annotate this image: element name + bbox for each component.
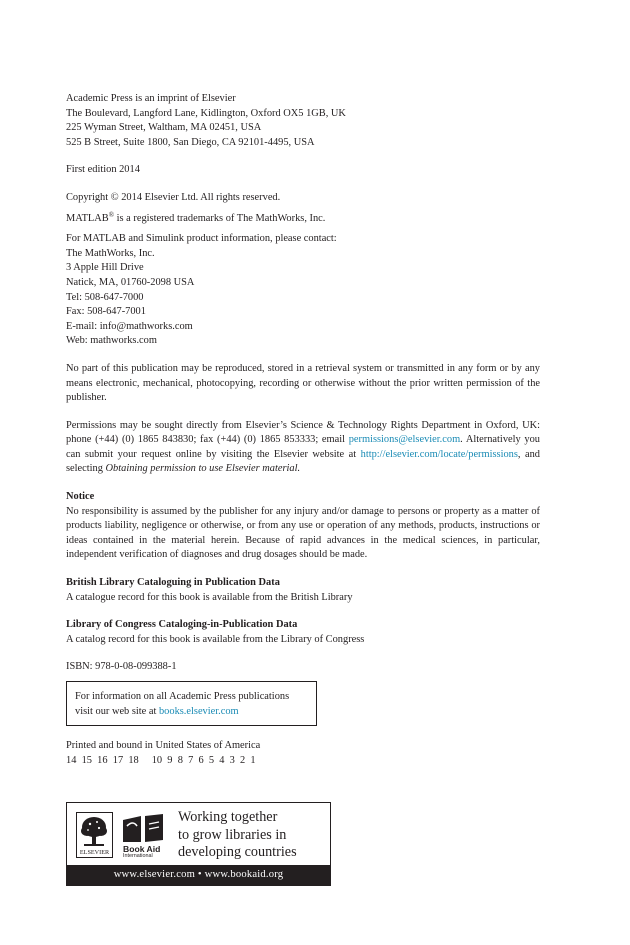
printed-line: Printed and bound in United States of America	[66, 740, 261, 752]
info-box-text: visit our web site at	[75, 705, 159, 717]
address-line: The Boulevard, Langford Lane, Kidlington, Oxford OX5 1GB, UK	[66, 107, 346, 119]
print-run-numbers: 14 15 16 17 18 10 9 8 7 6 5 4 3 2 1	[66, 754, 256, 766]
publications-info-box	[66, 681, 317, 726]
permissions-text: Permissions may be sought directly from Elsevier’s Science & Technology Rights Department in Oxford, UK: phone (+44) (0) 1865 843830; fax (+44) (0) 1865 853333; email	[66, 419, 540, 446]
elsevier-logo-text: ELSEVIER	[79, 849, 110, 856]
permissions-paragraph	[66, 419, 540, 477]
isbn-line: ISBN: 978-0-08-099388-1	[66, 661, 177, 673]
tagline-line: Working together	[178, 809, 278, 825]
banner-footer[interactable]: www.elsevier.com • www.bookaid.org	[67, 865, 330, 885]
permissions-url-link[interactable]: http://elsevier.com/locate/permissions	[360, 448, 518, 460]
elsevier-tree-icon	[77, 814, 112, 850]
contact-intro: For MATLAB and Simulink product information, please contact:	[66, 233, 337, 245]
notice-body: No responsibility is assumed by the publisher for any injury and/or damage to persons or property as a matter of products liability, negligence or otherwise, or from any use or operation of any methods, products, instructions or ideas contained in the material herein. Because of rapid advances in the medical sciences, in particular, independent verification of diagnoses and drug dosages should be made.	[66, 505, 540, 561]
trademark-line	[66, 212, 540, 227]
registered-mark: ®	[108, 210, 115, 219]
banner-top	[67, 803, 330, 867]
trademark-name: MATLAB	[66, 212, 109, 224]
book-aid-banner	[66, 802, 331, 886]
permissions-italic: Obtaining permission to use Elsevier material.	[105, 463, 301, 475]
tagline-line: developing countries	[178, 844, 297, 861]
contact-line: Fax: 508-647-7001	[66, 306, 146, 318]
loc-text: A catalog record for this book is available from the Library of Congress	[66, 633, 365, 645]
contact-line: The MathWorks, Inc.	[66, 247, 155, 259]
info-box-line: For information on all Academic Press publications	[75, 691, 290, 702]
british-library-text: A catalogue record for this book is available from the British Library	[66, 591, 353, 603]
notice-heading: Notice	[66, 491, 95, 503]
contact-block	[66, 232, 540, 349]
info-box-line	[75, 705, 308, 720]
contact-line: Tel: 508-647-7000	[66, 291, 144, 303]
edition-line: First edition 2014	[66, 164, 140, 176]
banner-tagline	[178, 809, 297, 862]
loc-heading: Library of Congress Cataloging-in-Publication Data	[66, 619, 298, 631]
book-aid-logo	[121, 812, 169, 858]
british-library-heading: British Library Cataloguing in Publication Data	[66, 577, 280, 589]
tagline-line: to grow libraries in	[178, 826, 287, 843]
address-line: 525 B Street, Suite 1800, San Diego, CA 92101-4495, USA	[66, 136, 315, 148]
books-elsevier-link[interactable]: books.elsevier.com	[158, 705, 239, 717]
permissions-email-link[interactable]: permissions@elsevier.com	[348, 434, 461, 446]
copyright-line: Copyright © 2014 Elsevier Ltd. All rights reserved.	[66, 191, 281, 203]
contact-line: 3 Apple Hill Drive	[66, 262, 144, 274]
book-aid-book-icon	[121, 812, 167, 844]
publisher-block	[66, 92, 540, 150]
imprint-line: Academic Press is an imprint of Elsevier	[66, 93, 236, 104]
permissions-text: . Alternatively you can submit your request online by visiting the Elsevier website at	[66, 434, 540, 460]
book-aid-subtitle: International	[123, 853, 153, 859]
trademark-text: is a registered trademarks of The MathWorks, Inc.	[114, 212, 326, 224]
contact-line: Natick, MA, 01760-2098 USA	[66, 276, 195, 288]
permissions-text: , and selecting	[66, 448, 540, 475]
copyright-page	[66, 92, 540, 768]
contact-line: E-mail: info@mathworks.com	[66, 320, 193, 332]
contact-line: Web: mathworks.com	[66, 335, 157, 347]
book-aid-name: Book Aid	[123, 844, 161, 854]
elsevier-logo	[76, 812, 113, 858]
rights-paragraph: No part of this publication may be reproduced, stored in a retrieval system or transmitted in any form or by any means electronic, mechanical, photocopying, recording or otherwise without the prior written permission of the publisher.	[66, 362, 540, 404]
address-line: 225 Wyman Street, Waltham, MA 02451, USA	[66, 122, 262, 134]
